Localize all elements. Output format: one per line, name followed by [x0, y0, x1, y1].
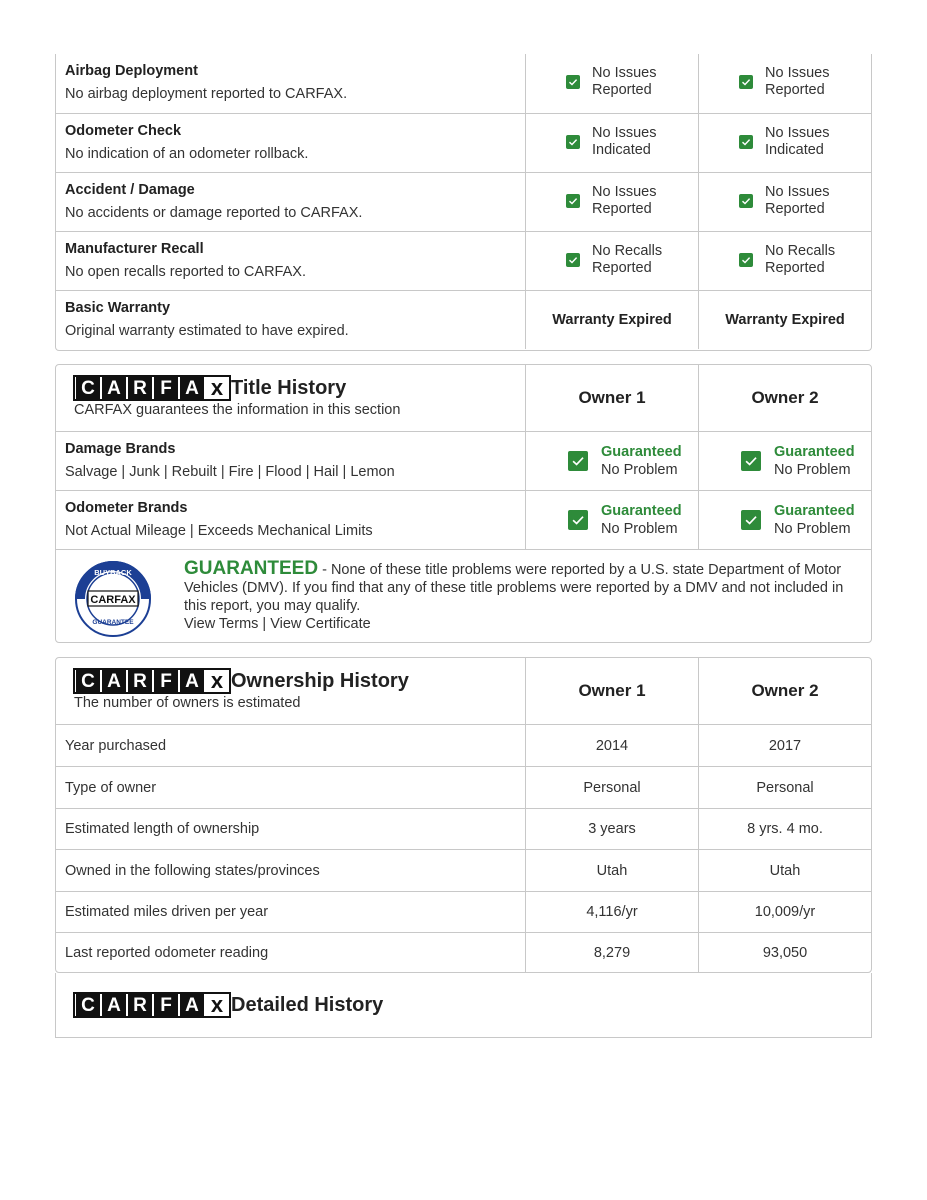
owner1-value: 4,116/yr [526, 892, 699, 932]
status-text: No Issues Reported [765, 184, 830, 217]
section-title: Detailed History [231, 994, 384, 1016]
check-description: No indication of an odometer rollback. [65, 146, 309, 162]
status-text: No Recalls Reported [765, 243, 836, 276]
check-description: Salvage | Junk | Rebuilt | Fire | Flood | Hail | Lemon [65, 464, 395, 480]
status-text: No Issues Reported [765, 65, 830, 98]
owner2-value: 10,009/yr [754, 904, 816, 920]
guaranteed-label: Guaranteed [774, 503, 855, 519]
detailed-history-section [55, 973, 872, 1038]
guarantee-text [184, 560, 864, 633]
owner2-value: 8 yrs. 4 mo. [747, 821, 823, 837]
check-row-odometer [56, 113, 871, 172]
ownership-row [56, 808, 871, 849]
view-certificate-link[interactable]: View Certificate [270, 616, 371, 632]
svg-text:GUARANTEE: GUARANTEE [92, 619, 134, 626]
section-title: Title History [231, 377, 347, 399]
check-title: Accident / Damage [65, 182, 195, 198]
status-text: No Issues Reported [592, 65, 657, 98]
owner1-value: Utah [526, 850, 699, 891]
problem-status: No Problem [774, 521, 851, 537]
check-row-airbag [56, 54, 871, 113]
checkmark-icon [566, 135, 580, 149]
guarantee-row [56, 549, 871, 642]
carfax-logo: C A R F A x [73, 375, 231, 401]
check-description: Not Actual Mileage | Exceeds Mechanical Limits [65, 523, 373, 539]
title-history-section [55, 364, 872, 643]
ownership-row [56, 891, 871, 932]
problem-status: No Problem [601, 521, 678, 537]
owner2-value: 2017 [768, 737, 802, 754]
owner2-header: Owner 2 [751, 388, 819, 407]
check-title: Odometer Check [65, 123, 182, 139]
check-description: No airbag deployment reported to CARFAX. [65, 86, 348, 102]
row-label: Type of owner [56, 767, 526, 808]
check-title: Manufacturer Recall [65, 241, 204, 257]
ownership-row [56, 849, 871, 891]
check-description: No open recalls reported to CARFAX. [65, 264, 306, 280]
owner2-value: Personal [756, 779, 814, 796]
check-description: Original warranty estimated to have expired. [65, 323, 349, 339]
link-separator: | [258, 616, 271, 632]
row-label: Year purchased [56, 725, 526, 766]
ownership-row [56, 766, 871, 808]
status-text: No Issues Reported [592, 184, 657, 217]
check-title: Basic Warranty [65, 300, 171, 316]
guarantee-heading: GUARANTEED [184, 558, 319, 579]
owner1-value: 2014 [526, 725, 699, 766]
view-terms-link[interactable]: View Terms [184, 616, 259, 632]
status-text: No Issues Indicated [592, 125, 657, 158]
owner2-value: 93,050 [762, 944, 808, 961]
owner2-header: Owner 2 [751, 681, 819, 700]
checkmark-icon [566, 75, 580, 89]
checkmark-icon [741, 451, 761, 471]
checkmark-icon [739, 135, 753, 149]
check-description: No accidents or damage reported to CARFAX. [65, 205, 363, 221]
buyback-guarantee-seal-icon [74, 560, 152, 638]
title-history-header [56, 365, 871, 431]
checkmark-icon [568, 451, 588, 471]
owner1-value: 8,279 [526, 933, 699, 972]
guaranteed-label: Guaranteed [774, 444, 855, 460]
check-row-accident [56, 172, 871, 231]
section-subtitle: The number of owners is estimated [74, 695, 301, 711]
ownership-row [56, 932, 871, 972]
guaranteed-label: Guaranteed [601, 444, 682, 460]
vehicle-checks-table [55, 54, 872, 351]
row-label: Estimated length of ownership [56, 809, 526, 849]
ownership-history-header [56, 658, 871, 724]
problem-status: No Problem [774, 462, 851, 478]
check-title: Damage Brands [65, 441, 176, 457]
checkmark-icon [739, 194, 753, 208]
guaranteed-label: Guaranteed [601, 503, 682, 519]
guarantee-body: - None of these title problems were reported by a U.S. state Department of Motor Vehicles (DMV). If you find that any of these title problems were reported by a DMV and not included in this report, you may qualify. [184, 562, 844, 614]
check-row-recall [56, 231, 871, 290]
svg-text:BUYBACK: BUYBACK [94, 568, 132, 577]
section-subtitle: CARFAX guarantees the information in this section [74, 402, 401, 418]
check-row-warranty [56, 290, 871, 349]
check-title: Odometer Brands [65, 500, 188, 516]
carfax-logo: C A R F A x [73, 992, 231, 1018]
owner1-value: 3 years [526, 809, 699, 849]
checkmark-icon [568, 510, 588, 530]
svg-text:CARFAX: CARFAX [90, 594, 136, 606]
ownership-history-section [55, 657, 872, 973]
title-row-odometer-brands [56, 490, 871, 549]
row-label: Estimated miles driven per year [56, 892, 526, 932]
carfax-logo: C A R F A x [73, 668, 231, 694]
problem-status: No Problem [601, 462, 678, 478]
status-text: No Issues Indicated [765, 125, 830, 158]
owner2-value: Utah [769, 862, 801, 879]
status-text: No Recalls Reported [592, 243, 663, 276]
ownership-row [56, 724, 871, 766]
checkmark-icon [566, 253, 580, 267]
title-row-damage-brands [56, 431, 871, 490]
owner1-header: Owner 1 [578, 388, 646, 407]
row-label: Owned in the following states/provinces [56, 850, 526, 891]
section-title: Ownership History [231, 670, 409, 692]
checkmark-icon [739, 75, 753, 89]
owner1-value: Personal [526, 767, 699, 808]
checkmark-icon [566, 194, 580, 208]
owner1-header: Owner 1 [578, 681, 646, 700]
warranty-status: Warranty Expired [725, 312, 845, 328]
checkmark-icon [739, 253, 753, 267]
check-title: Airbag Deployment [65, 63, 198, 79]
warranty-status: Warranty Expired [552, 312, 672, 328]
row-label: Last reported odometer reading [56, 933, 526, 972]
checkmark-icon [741, 510, 761, 530]
